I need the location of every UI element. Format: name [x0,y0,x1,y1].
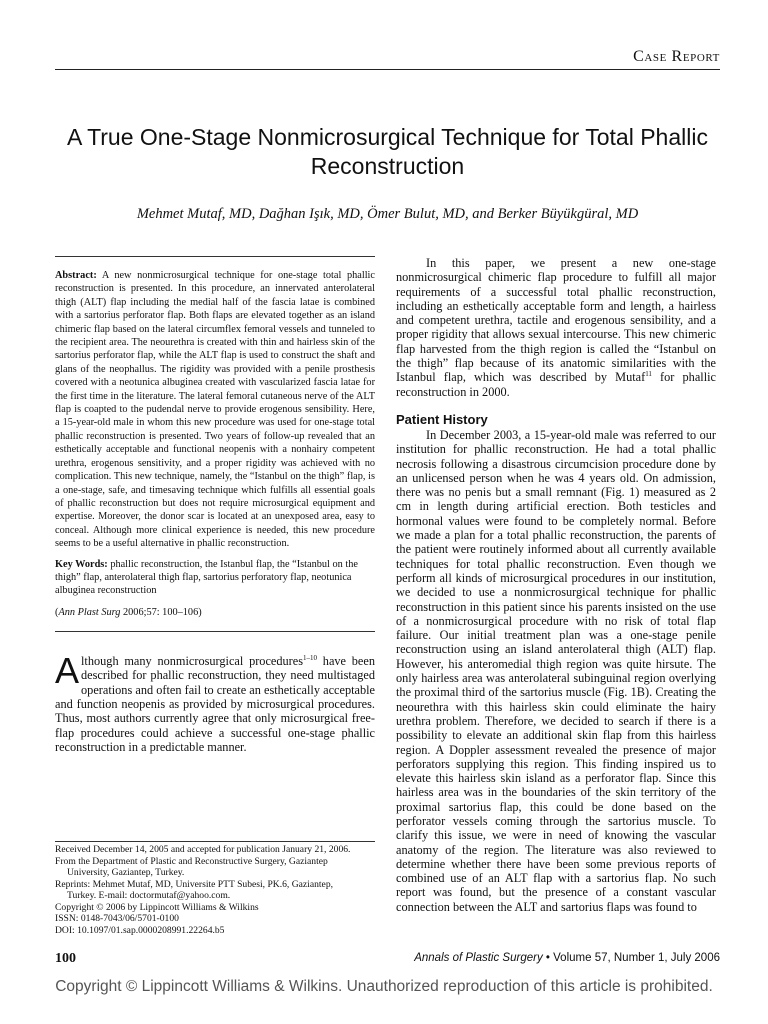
keywords [55,558,375,598]
abstract-label: Abstract: [55,270,97,281]
intro-text-before: lthough many nonmicrosurgical procedures [81,654,304,669]
article-title: A True One-Stage Nonmicrosurgical Technique for Total Phallic Reconstruction [67,124,708,179]
footnote-reprints-cont: Turkey. E-mail: doctormutaf@yahoo.com. [67,890,231,901]
footnote-doi: DOI: 10.1097/01.sap.0000208991.22264.b5 [55,924,225,936]
drop-cap: A [55,650,80,692]
footnote-block [55,841,375,936]
intro-reference: 1–10 [303,654,318,663]
article-authors: Mehmet Mutaf, MD, Dağhan Işık, MD, Ömer Bulut, MD, and Berker Büyükgüral, MD [136,206,639,222]
citation-open: ( [55,606,59,618]
header-rule [55,69,720,70]
abstract [55,269,375,551]
page-number: 100 [55,951,76,966]
intro-text-after: have been described for phallic reconstruction, they need multistaged operations and often fail to create an esthetically acceptable and function neopenis as provided by microsurgical procedures. Thus, most authors currently agree that only microsurgical free-flap procedures could achieve a successful one-stage phallic reconstruction in a predictable manner. [55,654,375,754]
left-column [55,256,375,754]
footnote-reprints: Reprints: Mehmet Mutaf, MD, Universite PTT Subesi, PK.6, Gaziantep, [55,878,334,890]
footnote-issn: ISSN: 0148-7043/06/5701-0100 [55,913,179,924]
right-column [396,256,716,914]
abstract-text: A new nonmicrosurgical technique for one-stage total phallic reconstruction is presented. In this procedure, an innervated anterolateral thigh (ALT) flap including the medial half of the fascia latae is combined with a sartorius perforator flap. Both flaps are elevated together as an island chimeric flap based on the lateral circumflex femoral vessels and tunneled to the recipient area. The neourethra is created with thin and hairless skin of the sartorius perforator flap, while the ALT flap is used to construct the shaft and glans of the neophallus. The rigidity was provided with a penile prosthesis covered with a neotunica albuginea created with vascularized fascia latae for the first time in the literature. The lateral femoral cutaneous nerve of the ALT flap is coapted to the pudendal nerve to provide erogenous sensibility. Here, a 15-year-old male in whom this new procedure was used for one-stage total phallic reconstruction is presented. Two years of follow-up revealed that an esthetically acceptable and functional neopenis with a nonhairy competent urethra, erogenous sensitivity, and a proper rigidity was achieved with no complication. This new technique, namely, the “Istanbul on the thigh” flap, is a one-stage, safe, and timesaving technique which fulfills all essential goals of phallic reconstruction but does not require microsurgical equipment and expertise. Moreover, the donor scar is located at an unexposed area, easy to conceal. Although more clinical experience is needed, this new procedure seems to be a useful alternative in phallic reconstruction. [55,270,375,550]
footnote-received: Received December 14, 2005 and accepted for publication January 21, 2006. [55,844,351,855]
citation [55,606,375,619]
abstract-bottom-rule [55,631,375,632]
footnote-from-cont: University, Gaziantep, Turkey. [67,867,185,878]
journal-footer [414,952,720,964]
right-p1-before: In this paper, we present a new one-stage nonmicrosurgical chimeric flap procedure to fulfill all major requirements of a successful total phallic reconstruction, including an esthetically acceptable form and length, a hairless and competent urethra, tactile and erogenous sensibility, and a proper rigidity that allows sexual intercourse. This new chimeric flap harvested from the thigh region is called the “Istanbul on the thigh” flap because of its anatomic similarities with the Istanbul flap, which was described by Mutaf [396,256,716,385]
journal-issue: Volume 57, Number 1, July 2006 [553,952,720,964]
journal-name: Annals of Plastic Surgery [414,952,543,964]
section-label: Case Report [633,48,720,65]
abstract-top-rule [55,256,375,257]
footer-bullet: • [545,952,550,964]
intro-paragraph [55,650,375,754]
footnote-from: From the Department of Plastic and Reconstructive Surgery, Gaziantep [55,855,328,867]
citation-rest: 2006;57: 100–106) [120,606,202,618]
keywords-label: Key Words: [55,558,108,570]
right-paragraph-1 [396,256,716,399]
right-paragraph-2: In December 2003, a 15-year-old male was referred to our institution for phallic reconstruction. He had a total phallic necrosis following a disastrous circumcision procedure done by an unlicensed person when he was 4 years old. On admission, there was no penis but a small remnant (Fig. 1) measured as 2 cm in length during artificial erection. Both testicles and hormonal values were found to be completely normal. Before we made a plan for a total phallic reconstruction, the parents of the patient were routinely informed about all currently available techniques for total phallic reconstruction. Even though we perform all kinds of microsurgical procedures in our institution, we decided to use a nonmicrosurgical technique for phallic reconstruction in this patient since his parents insisted on the use of a nonmicrosurgical procedure with no risk of total flap failure. Our initial treatment plan was a one-stage penile reconstruction using an island anterolateral thigh (ALT) flap. However, his anteromedial thigh region was quite hirsute. The only hairless area was anterolateral subinguinal region overlying the proximal third of the sartorius muscle (Fig. 1B). Creating the neourethra with this hairless skin could eliminate the hairy urethra problem. Therefore, we decided to search if there is a possibility to elevate an additional skin flap from this hairless region. A Doppler assessment revealed the presence of major perforators supplying this region. This finding inspired us to elevate this hairless skin island as a perforator flap. Since this hairless area was in the boundaries of the skin territory of the proximal sartorius flap, this could be done based on the perforator vessels coming through the sartorius muscle. To clarify this issue, we were in need of knowing the vascular anatomy of the region. The literature was also reviewed to determine whether there have been some previous reports of combined use of an ALT flap with a sartorius flap. No such report was found, but the presence of a constant vascular connection between the ALT and sartorius flaps was found to [396,427,716,914]
right-p1-reference: 11 [645,370,652,379]
copyright-notice: Copyright © Lippincott Williams & Wilkins. Unauthorized reproduction of this article is prohibited. [55,978,713,995]
right-p1-after: for phallic reconstruction in 2000. [396,370,716,399]
citation-journal: Ann Plast Surg [58,606,121,618]
footnote-copyright: Copyright © 2006 by Lippincott Williams & Wilkins [55,901,259,913]
keywords-text: phallic reconstruction, the Istanbul flap, the “Istanbul on the thigh” flap, anterolateral thigh flap, sartorius perforatory flap, neotunica albuginea reconstruction [55,558,358,597]
patient-history-heading: Patient History [396,411,488,427]
